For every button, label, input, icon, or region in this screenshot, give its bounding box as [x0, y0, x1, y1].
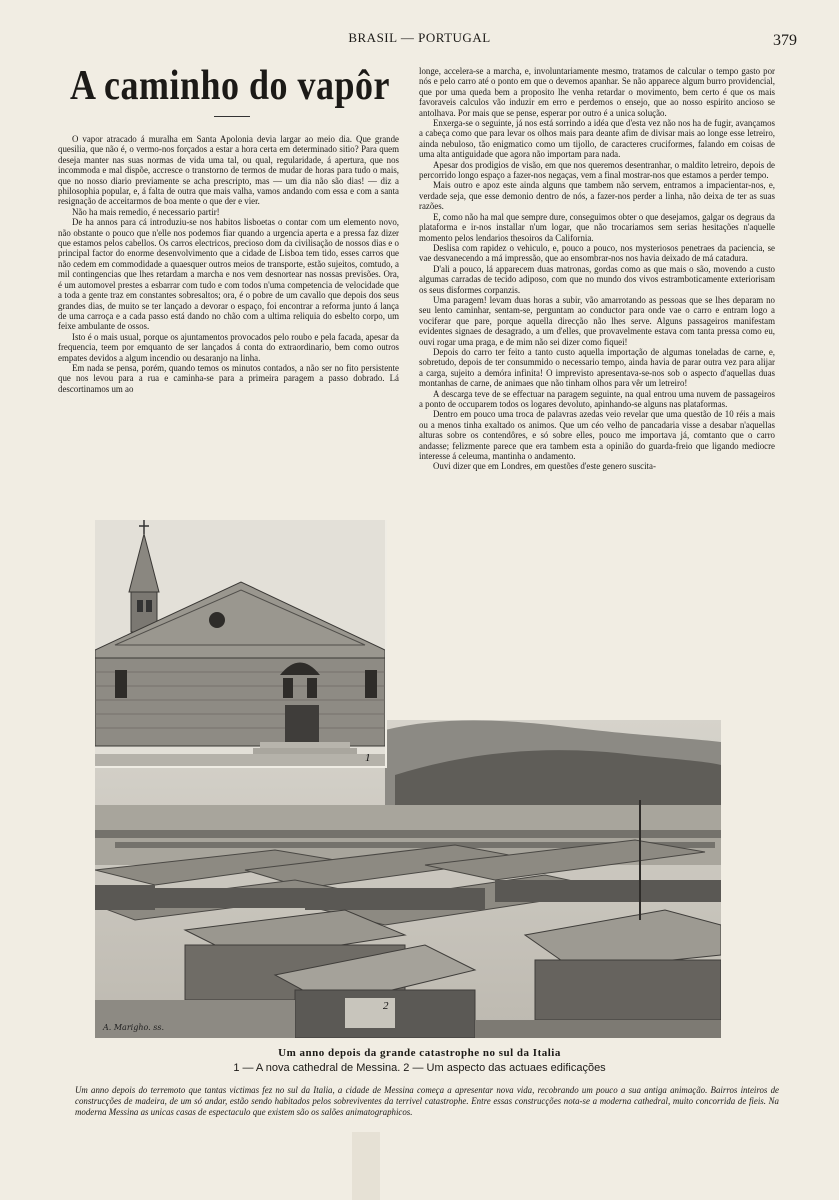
- figure-caption-title: Um anno depois da grande catastrophe no sul da Italia: [278, 1047, 561, 1059]
- paragraph: Apesar dos prodigios de visão, em que nos queremos desentranhar, o maldito letreiro, depois de percorrido longo espaço a fazer-nos negaças, vem a final mostrar-nos que estamos a perder tempo.: [419, 159, 775, 181]
- paragraph: D'ali a pouco, lá apparecem duas matronas, gordas como as que mais o são, movendo a custo algumas carradas de tecido adiposo, com que no mundo dos vivos estramboticamente exteriorisam os seus disformes corpanzis.: [419, 263, 775, 295]
- left-text-column: [58, 134, 399, 498]
- paragraph: Em nada se pensa, porém, quando temos os minutos contados, a não ser no fito persistente que nos levou para a rua e caminha-se para a primeira paragem a passo dobrado. Lá descortinamos um ao: [58, 362, 399, 394]
- figure-caption-body: Um anno depois do terremoto que tantas victimas fez no sul da Italia, a cidade de Messina começa a apresentar nova vida, recobrando um pouco a sua antiga animação. Bairros inteiros de construcções de madeira, de um só andar, estão sendo habitados pelos sobreviventes da terrivel catastrophe. Entre essas construcções nota-se a moderna cathedral, muito concorrida de fieis. Na moderna Messina as unicas casas de espectaculo que existem são os salões animatographicos.: [75, 1085, 779, 1117]
- paragraph: A descarga teve de se effectuar na paragem seguinte, na qual entrou uma nuvem de passageiros a ponto de occuparem todos os logares devoluto, apinhando-se alguns nas plataformas.: [419, 388, 775, 409]
- paragraph: Deslisa com rapidez o vehiculo, e, pouco a pouco, nos mysteriosos penetraes da paciencia, se vae desvanecendo a má impressão, que ao ensombrar-nos nos havia deixado de má catadura.: [419, 242, 775, 264]
- paragraph: Uma paragem! levam duas horas a subir, vão amarrotando as pessoas que se lhes deparam no seu lento caminhar, sentam-se, perguntam ao conductor para onde vae o carro e entram logo a vociferar que pare, porque aquella direcção não lhes serve. Alguns passageiros manifestam evidentes signaes de desagrado, a um d'elles, que provavelmente estava com tanta pressa como eu, ouvi rogar uma praga, e de mim não sei dizer como fiquei!: [419, 294, 775, 347]
- running-title: BRASIL — PORTUGAL: [348, 30, 491, 45]
- page-header: [0, 30, 839, 50]
- figure-caption-subtitle: 1 — A nova cathedral de Messina. 2 — Um aspecto das actuaes edificações: [233, 1062, 606, 1074]
- page-number: 379: [773, 32, 797, 49]
- paragraph: longe, accelera-se a marcha, e, involuntariamente mesmo, tratamos de calcular o tempo gasto por nós e pelo carro até o ponto em que o devemos apanhar. Se não apparece algum burro providencial, que por uma queda bem a proposito lhe venha retardar o movimento, bem certo é que os mais favoraveis calculos vão induzir em erro e perdemos o ensejo, que ao nosso espirito ancioso se antolhava. Por mais que se pense, esperar por outro é a unica solução.: [419, 66, 775, 118]
- photographer-signature: A. Marigho. ss.: [103, 1023, 164, 1032]
- paragraph: Ouvi dizer que em Londres, em questões d'este genero suscita-: [433, 461, 656, 472]
- paragraph: De ha annos para cá introduziu-se nos habitos lisboetas o contar com um elemento novo, não obstante o pouco que n'elle nos podemos fiar quando a urgencia aperta e a pressa faz dizer que estamos pelos cabellos. Os carros electricos, precioso dom da civilisação de nossos dias e o principal factor do enorme desenvolvimento que a cidade de Lisboa tem tido, esses carros que não cedem em commodidade a quaesquer outros meios de transporte, estão sujeitos, comtudo, a mil contingencias que lhes retardam a marcha e nos vem desnortear nas nossas previsões. Ora, é um automovel prestes a esbarrar com tudo e com todos n'uma competencia de velocidade que a toda a gente traz em constantes sobresaltos; ora, é o pobre de um cavallo que depois dos seus grandes dias, de muito se ter lançado a devorar o espaço, foi encontrar a reforma junto á lança de uma carroça e a cada passo está dando no chão com a ultima reliquia do esbelto corpo, um feixe ambulante de ossos.: [58, 217, 399, 332]
- paragraph: E, como não ha mal que sempre dure, conseguimos obter o que desejamos, galgar os degraus da plataforma e ir-nos installar n'um logar, que não trocariamos sem serias hesitações n'aquelle momento pelos lendarios thesoiros da California.: [419, 211, 775, 243]
- paragraph: Enxerga-se o seguinte, já nos está sorrindo a idéa que d'esta vez não nos ha de fugir, avançamos a cabeça como que para levar os olhos mais para deante afim de divisar mais ao longe esse letreiro, ainda nebuloso, tão enigmatico como um tijollo, de caracteres cruciformes, falando em coisas de uma alta antiguidade que agora não importam para nada.: [419, 118, 775, 160]
- paragraph: Não ha mais remedio, é necessario partir!: [72, 206, 220, 217]
- paragraph: Isto é o mais usual, porque os ajuntamentos provocados pelo roubo e pela facada, apesar da frequencia, teem por emquanto de ser lançados á conta do extraordinario, bem como outros empates devidos a algum incendio ou desaranjo na linha.: [58, 331, 399, 363]
- figure-label-1: 1: [365, 752, 371, 764]
- page-tab-mark: [352, 1132, 380, 1200]
- figure-area: [95, 520, 721, 1040]
- paragraph: O vapor atracado á muralha em Santa Apolonia devia largar ao meio dia. Que grande quesilia, que não é, o vermo-nos forçados a estar a hora certa em determinado sitio? Para quem deseja manter nas suas normas de vida uma tal, ou qual, regularidade, á apertura, que nos incommoda e mal dispõe, accresce o transtorno de termos de mudar de horas para tudo o mais, que no nosso diario previamente se acha prescripto, mas — um dia não são dias! — diz a philosophia popular, e, á falta de outra que mais valha, vamos andando com essa e com a santa resignação de acceitarmos de boa mente o que der e vier.: [58, 134, 399, 207]
- title-rule: [214, 116, 250, 117]
- article-title: A caminho do vapôr: [69, 61, 391, 109]
- figure-label-2: 2: [383, 1000, 389, 1012]
- paragraph: Dentro em pouco uma troca de palavras azedas veio revelar que uma questão de 10 réis a mais ou a menos tinha exaltado os animos. Que um céo velho de pancadaria visse a desabar n'aquellas alturas sobre os contendôres, e só sobre elles, pouco me importava já, comtanto que o carro andasse; felizmente parece que era tambem esta a opinião do guarda-freio que ligando mediocre interesse á celeuma, mantinha o andamento.: [419, 409, 775, 462]
- paragraph: Depois do carro ter feito a tanto custo aquella importação de algumas toneladas de carne, e, sobretudo, depois de ter consummido o necessario tempo, ainda havia de parar outra vez para alijar a carga, sujeito a demóra infinita! O imprevisto apresentava-se-nos sob o aspecto d'aquellas duas montanhas de carne, de animaes que não tinham olhos para vêr um letreiro!: [419, 346, 775, 389]
- paragraph: Mais outro e apoz este ainda alguns que tambem não servem, entramos a impacientar-nos, e, verdade seja, que esse demonio dentro de nós, a fazer-nos perder a linha, não deixa de ter as suas razões.: [419, 180, 775, 212]
- cathedral-illustration: [95, 520, 385, 766]
- photo-cathedral: [95, 520, 387, 768]
